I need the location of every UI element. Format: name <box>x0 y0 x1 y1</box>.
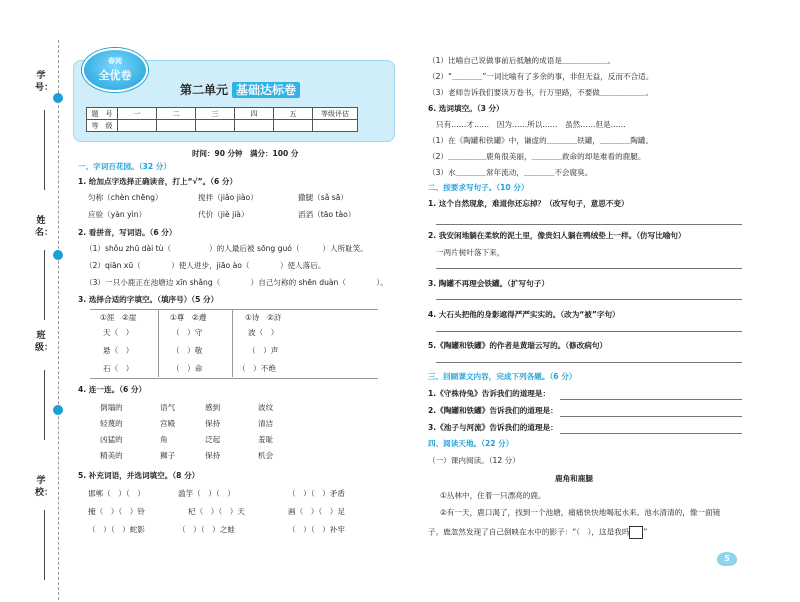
q5-item[interactable]: 掩（ ）（ ）铃 <box>88 507 145 516</box>
q4-word[interactable]: 精美的 <box>100 451 123 460</box>
score-head: 等级评估 <box>313 108 358 120</box>
section4-title: 四、阅读天地。（22 分） <box>428 439 514 448</box>
subsection-title: （一）课内阅读。（12 分） <box>428 456 520 465</box>
s-question: 1. 这个自然现象，难道你还忘掉？（改写句子，意思不变） <box>428 199 629 208</box>
q6-word-bank: 只有……才…… 因为……所以…… 虽然……但是…… <box>436 120 626 129</box>
q4-word[interactable]: 泛起 <box>205 435 221 444</box>
score-table <box>86 107 358 132</box>
q5-item[interactable]: （ ）（ ）补牢 <box>288 525 345 534</box>
q4-word[interactable]: 角 <box>160 435 168 444</box>
page-title <box>180 81 300 98</box>
q4-word[interactable]: 波纹 <box>258 403 274 412</box>
score-cell[interactable] <box>118 120 157 132</box>
binding-dot <box>53 405 63 415</box>
q4-word[interactable]: 狮子 <box>160 451 176 460</box>
q3-box <box>90 309 378 379</box>
q1-item[interactable]: 匀称（chèn chēng） <box>88 193 163 202</box>
binding-line <box>58 40 60 600</box>
student-id-label: 学号： <box>35 71 54 93</box>
q3-blank[interactable]: （ ）命 <box>172 364 203 373</box>
story-paragraph-text: 子。鹿忽然发现了自己倒映在水中的影子：“（ ），这是我吗 <box>428 527 630 537</box>
q5-item[interactable]: （ ）（ ）之蛙 <box>178 525 235 534</box>
q3-blank[interactable]: （ ）守 <box>172 328 203 337</box>
r-line[interactable]: （1）比喻自己说做事前后抵触的成语是＿＿＿＿＿＿。 <box>428 56 616 65</box>
q3-options: ①涯 ②崖 <box>100 313 137 322</box>
q4-title: 4. 连一连。（6 分） <box>78 385 147 394</box>
q3-options: ①尊 ②遵 <box>170 313 207 322</box>
score-cell[interactable] <box>157 120 196 132</box>
answer-box[interactable] <box>629 526 643 539</box>
q1-title: 1. 给加点字选择正确读音，打上“√”。（6 分） <box>78 177 238 186</box>
q6-line[interactable]: （2）＿＿＿＿＿鹿角很美丽，＿＿＿＿救命的却是难看的鹿腿。 <box>428 152 646 161</box>
q4-word[interactable]: 宫殿 <box>160 419 176 428</box>
brand-badge <box>82 48 148 92</box>
s-prompt: 一两片树叶落下来， <box>436 248 505 257</box>
q5-item[interactable]: 画（ ）（ ）足 <box>288 507 345 516</box>
q4-word[interactable]: 清洁 <box>258 419 274 428</box>
q5-item[interactable]: 杞（ ）（ ）天 <box>188 507 245 516</box>
r-line[interactable]: （2）“＿＿＿＿”一词比喻有了多余的事，非但无益，反而不合适。 <box>428 72 654 81</box>
badge-bottom-text: 全优卷 <box>98 69 132 82</box>
q1-item[interactable]: 滔滔（tāo tào） <box>298 210 356 219</box>
binding-dot <box>53 250 63 260</box>
class-label: 班级： <box>35 331 54 353</box>
score-head: 一 <box>118 108 157 120</box>
q3-blank[interactable]: （ ）声 <box>248 346 279 355</box>
score-head: 五 <box>274 108 313 120</box>
page-number: 5 <box>717 552 737 566</box>
answer-line[interactable] <box>436 362 742 363</box>
answer-line[interactable] <box>560 433 742 434</box>
score-cell[interactable] <box>196 120 235 132</box>
q5-title: 5. 补充词语，并选词填空。（8 分） <box>78 471 200 480</box>
class-line <box>44 370 46 440</box>
q3-blank[interactable]: 悬（ ） <box>103 346 134 355</box>
c-question: 2.《陶罐和铁罐》告诉我们的道理是： <box>428 406 558 415</box>
story-paragraph: ①丛林中，住着一只漂亮的鹿。 <box>440 491 546 500</box>
score-cell[interactable] <box>274 120 313 132</box>
q2-line[interactable]: （1）shǒu zhū dài tù（ ）的人最后被 sōng guó（ ）人所耻笑。 <box>85 244 368 253</box>
answer-line[interactable] <box>436 299 742 300</box>
score-head: 二 <box>157 108 196 120</box>
q2-line[interactable]: （3）一只小鹿正在池塘边 xīn shǎng（ ）自己匀称的 shēn duàn（ ）。 <box>85 278 388 287</box>
q4-word[interactable]: 凶猛的 <box>100 435 123 444</box>
q4-word[interactable]: 机会 <box>258 451 274 460</box>
q4-word[interactable]: 感到 <box>205 403 221 412</box>
q1-item[interactable]: 撒腿（sǎ sā） <box>298 193 349 202</box>
q4-word[interactable]: 保持 <box>205 419 221 428</box>
story-paragraph: ②有一天，鹿口渴了，找到一个池塘，痛痛快快地喝起水来。池水清清的，像一面镜 <box>440 508 721 517</box>
q2-line[interactable]: （2）qiān xū（ ）使人进步，jiāo ào（ ）使人落后。 <box>85 261 326 270</box>
c-question: 3.《池子与河流》告诉我们的道理是： <box>428 423 558 432</box>
q2-title: 2. 看拼音，写词语。（6 分） <box>78 228 177 237</box>
answer-line[interactable] <box>436 268 742 269</box>
answer-line[interactable] <box>436 331 742 332</box>
c-question: 1.《守株待兔》告诉我们的道理是： <box>428 389 551 398</box>
q4-word[interactable]: 倒塌的 <box>100 403 123 412</box>
q4-word[interactable]: 轻蔑的 <box>100 419 123 428</box>
section3-title: 三、回顾课文内容，完成下列各题。（6 分） <box>428 372 577 381</box>
time-score-info: 时间：90 分钟 满分：100 分 <box>192 149 299 158</box>
score-head: 三 <box>196 108 235 120</box>
name-line <box>44 250 46 320</box>
binding-dot <box>53 93 63 103</box>
q3-blank[interactable]: （ ）不绝 <box>238 364 276 373</box>
subtitle-label: 基础达标卷 <box>232 82 300 98</box>
q5-item[interactable]: （ ）（ ）蛇影 <box>88 525 145 534</box>
q3-blank[interactable]: （ ）敬 <box>172 346 203 355</box>
answer-line[interactable] <box>560 399 742 400</box>
q6-line[interactable]: （3）水＿＿＿＿常年流动，＿＿＿＿不会腐臭。 <box>428 168 593 177</box>
s-question: 2. 我安闲地躺在柔软的泥土里，像贵妇人躺在鸭绒垫上一样。（仿写比喻句） <box>428 231 686 240</box>
q3-title: 3. 选择合适的字填空。（填序号）（5 分） <box>78 295 219 304</box>
school-line <box>44 510 46 580</box>
score-head: 四 <box>235 108 274 120</box>
r-line[interactable]: （3）老师告诉我们要读万卷书，行万里路，不要做＿＿＿＿＿＿。 <box>428 88 654 97</box>
q3-divider <box>232 309 233 377</box>
answer-line[interactable] <box>436 224 742 225</box>
answer-line[interactable] <box>560 416 742 417</box>
score-row-label: 等 级 <box>87 120 118 132</box>
s-question: 4. 大石头把他的身影遮得严严实实的。（改为“被”字句） <box>428 310 620 319</box>
story-title: 鹿角和鹿腿 <box>555 474 593 483</box>
q3-blank[interactable]: 石（ ） <box>103 364 134 373</box>
q4-word[interactable]: 保持 <box>205 451 221 460</box>
score-cell[interactable] <box>235 120 274 132</box>
badge-top-text: 春阅 <box>108 57 122 65</box>
s-question: 3. 陶罐不再理会铁罐。（扩写句子） <box>428 279 549 288</box>
student-id-line <box>44 110 46 190</box>
q5-item[interactable]: 滥竽（ ）（ ） <box>178 489 235 498</box>
name-label: 姓名： <box>35 216 54 238</box>
q6-title: 6. 选词填空。（3 分） <box>428 104 504 113</box>
section2-title: 二、按要求写句子。（10 分） <box>428 183 529 192</box>
q4-word[interactable]: 语气 <box>160 403 176 412</box>
q3-blank[interactable]: 波（ ） <box>248 328 279 337</box>
q5-item[interactable]: （ ）（ ）矛盾 <box>288 489 345 498</box>
q3-divider <box>158 309 159 377</box>
s-question: 5.《陶罐和铁罐》的作者是黄瑞云写的。（修改病句） <box>428 341 608 350</box>
story-paragraph: 子。鹿忽然发现了自己倒映在水中的影子：“（ ），这是我吗 ” <box>428 526 647 539</box>
q5-item[interactable]: 邯郸（ ）（ ） <box>88 489 145 498</box>
q1-item[interactable]: 代价（jiè jià） <box>198 210 249 219</box>
q3-blank[interactable]: 天（ ） <box>103 328 134 337</box>
school-label: 学校： <box>35 476 54 498</box>
q4-word[interactable]: 羞耻 <box>258 435 274 444</box>
q1-item[interactable]: 应验（yàn yìn） <box>88 210 147 219</box>
score-head: 题 号 <box>87 108 118 120</box>
unit-title: 第二单元 <box>180 83 229 97</box>
q1-item[interactable]: 搅拌（jiǎo jiào） <box>198 193 258 202</box>
score-cell[interactable] <box>313 120 358 132</box>
q6-line[interactable]: （1）在《陶罐和铁罐》中，谦虚的＿＿＿＿铁罐，＿＿＿＿陶罐。 <box>428 136 654 145</box>
q3-options: ①诗 ②浒 <box>245 313 282 322</box>
section1-title: 一、字词百花园。（32 分） <box>78 162 171 171</box>
